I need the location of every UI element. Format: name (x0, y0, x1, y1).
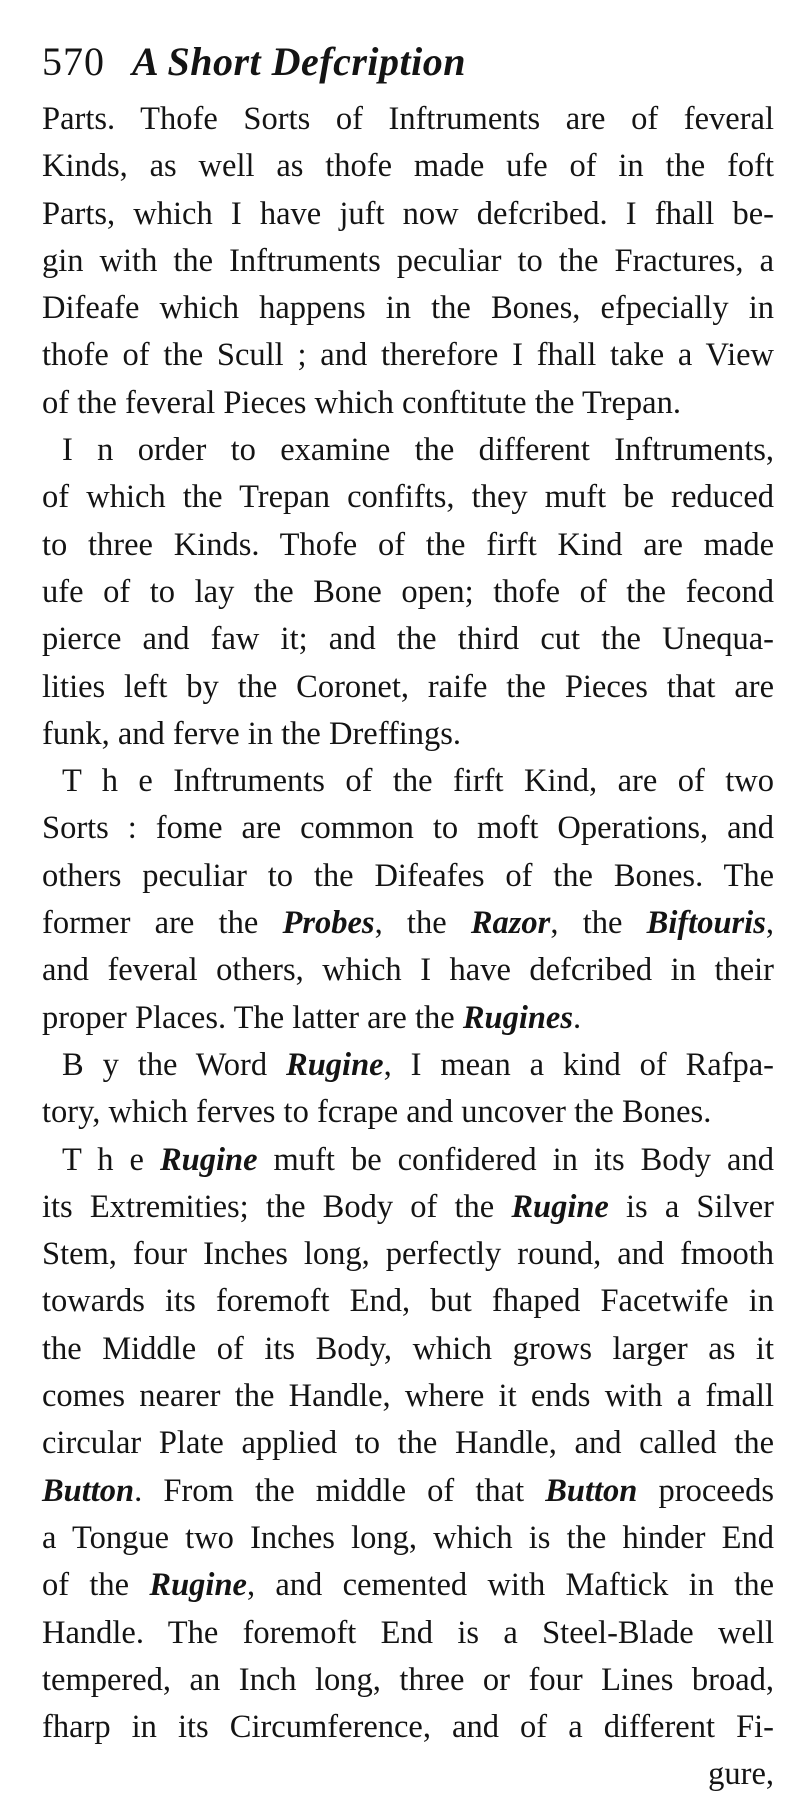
text-line (42, 1184, 774, 1231)
text-line (42, 616, 774, 663)
text-segment: T h e (62, 1141, 160, 1178)
text-line (42, 947, 774, 994)
text-line (42, 1704, 774, 1751)
text-segment: ufe of to lay the Bone open; thofe of the fecond (42, 573, 774, 610)
text-line (42, 1278, 774, 1325)
italic-term: Biftouris (646, 905, 766, 942)
text-segment: Kinds, as well as thofe made ufe of in the foft (42, 148, 774, 185)
text-line (42, 1326, 774, 1373)
text-segment: , the (374, 905, 471, 942)
text-segment: pierce and faw it; and the third cut the Unequa- (42, 621, 774, 658)
text-line (42, 569, 774, 616)
italic-term: Rugine (159, 1141, 258, 1178)
text-segment: to three Kinds. Thofe of the firft Kind are made (42, 526, 774, 563)
text-line (42, 96, 774, 143)
text-line (42, 474, 774, 521)
text-segment: tory, which ferves to fcrape and uncover the Bones. (42, 1094, 712, 1131)
text-line (42, 380, 774, 427)
page-header (42, 38, 774, 88)
text-line (42, 1420, 774, 1467)
page-number: 570 (42, 39, 105, 84)
text-segment: . (573, 999, 582, 1036)
text-segment: the Middle of its Body, which grows larger as it (42, 1330, 774, 1367)
text-line (42, 1089, 774, 1136)
text-segment: fharp in its Circumference, and of a different Fi- (42, 1709, 774, 1746)
text-segment: others peculiar to the Difeafes of the Bones. The (42, 857, 774, 894)
italic-term: Probes (282, 905, 375, 942)
italic-term: Rugine (286, 1046, 384, 1083)
text-segment: muft be confidered in its Body and (257, 1141, 774, 1178)
text-line (42, 1657, 774, 1704)
text-line (42, 522, 774, 569)
text-line (42, 1515, 774, 1562)
text-line (42, 900, 774, 947)
text-line (42, 1610, 774, 1657)
text-segment: gin with the Inftruments peculiar to the Fractures, a (42, 242, 774, 279)
text-segment: B y the Word (62, 1046, 287, 1083)
text-line (42, 143, 774, 190)
text-line (42, 285, 774, 332)
text-segment: funk, and ferve in the Dreffings. (42, 715, 462, 752)
text-segment: Handle. The foremoft End is a Steel-Blade well (42, 1614, 774, 1651)
text-segment: its Extremities; the Body of the (42, 1188, 512, 1225)
text-segment: towards its foremoft End, but fhaped Facetwife in (42, 1283, 774, 1320)
italic-term: Rugine (511, 1188, 609, 1225)
italic-term: Rugines (462, 999, 573, 1036)
text-line (42, 332, 774, 379)
text-segment: Parts, which I have juft now defcribed. I fhall be- (42, 195, 774, 232)
text-segment: of the feveral Pieces which conftitute the Trepan. (42, 384, 681, 421)
text-segment: of which the Trepan confifts, they muft be reduced (42, 479, 774, 516)
text-segment: . From the middle of that (134, 1472, 546, 1509)
text-segment: circular Plate applied to the Handle, and called the (42, 1425, 774, 1462)
text-line (42, 1373, 774, 1420)
italic-term: Button (42, 1472, 135, 1509)
text-line (42, 1137, 774, 1184)
text-segment: , (765, 905, 774, 942)
running-title: A Short Defcription (132, 39, 467, 84)
text-line (42, 1751, 774, 1798)
text-segment: Stem, four Inches long, perfectly round, and fmooth (42, 1236, 774, 1273)
text-segment: a Tongue two Inches long, which is the hinder End (42, 1519, 774, 1556)
text-segment: Parts. Thofe Sorts of Inftruments are of feveral (42, 101, 774, 137)
text-line (42, 758, 774, 805)
text-line (42, 995, 774, 1042)
text-segment: comes nearer the Handle, where it ends with a fmall (42, 1378, 774, 1415)
text-segment: former are the (42, 905, 283, 942)
italic-term: Button (545, 1472, 638, 1509)
text-line (42, 1468, 774, 1515)
text-segment: , and cemented with Maftick in the (246, 1567, 775, 1604)
text-segment: , the (550, 905, 647, 942)
text-line (42, 805, 774, 852)
text-line (42, 853, 774, 900)
text-line (42, 1042, 774, 1089)
text-segment: , I mean a kind of Rafpa- (383, 1046, 774, 1083)
text-segment: T h e Inftruments of the firft Kind, are of two (62, 763, 774, 800)
text-segment: gure, (708, 1756, 774, 1793)
text-line (42, 1231, 774, 1278)
text-line (42, 191, 774, 238)
text-line (42, 664, 774, 711)
italic-term: Razor (470, 905, 551, 942)
italic-term: Rugine (149, 1567, 247, 1604)
text-segment: proceeds (637, 1472, 774, 1509)
text-line (42, 427, 774, 474)
text-segment: thofe of the Scull ; and therefore I fhall take a View (42, 337, 774, 374)
text-segment: tempered, an Inch long, three or four Lines broad, (42, 1661, 774, 1698)
body-text (42, 96, 774, 1799)
text-line (42, 1562, 774, 1609)
text-segment: is a Silver (608, 1188, 775, 1225)
text-segment: of the (42, 1567, 150, 1604)
text-segment: I n order to examine the different Inftruments, (62, 432, 774, 469)
text-segment: lities left by the Coronet, raife the Pieces that are (42, 668, 774, 705)
text-segment: proper Places. The latter are the (42, 999, 463, 1036)
text-segment: Difeafe which happens in the Bones, efpecially in (42, 290, 774, 327)
text-line (42, 711, 774, 758)
text-line (42, 238, 774, 285)
text-segment: Sorts : fome are common to moft Operations, and (42, 810, 774, 847)
text-segment: and feveral others, which I have defcribed in their (42, 952, 774, 989)
